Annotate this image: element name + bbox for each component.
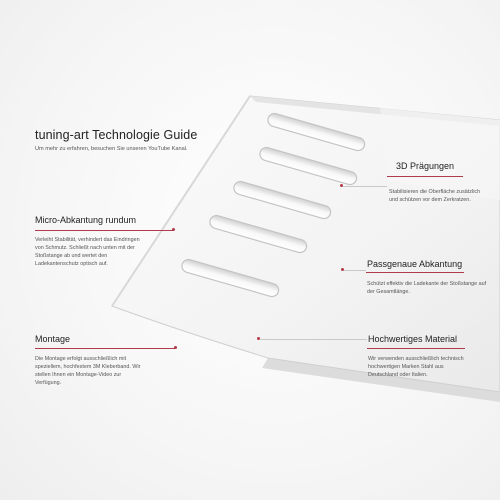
feature-abkantung-text bbox=[367, 280, 487, 296]
feature-montage bbox=[35, 334, 170, 344]
feature-montage-marker bbox=[174, 346, 177, 349]
feature-abkantung-marker bbox=[341, 268, 344, 271]
feature-praegungen-rule bbox=[387, 176, 463, 177]
feature-micro-abkantung bbox=[35, 215, 170, 225]
feature-micro-body: Verleiht Stabilität, verhindert das Eindringen von Schmutz. Schließt nach unten mit der Stoßstange ab und wertet den Ladekantenschutz optisch auf. bbox=[35, 237, 140, 267]
feature-praegungen-leader bbox=[343, 186, 387, 187]
feature-abkantung-rule bbox=[366, 272, 464, 273]
feature-micro-text bbox=[35, 236, 145, 268]
feature-abkantung-title: Passgenaue Abkantung bbox=[367, 259, 463, 269]
feature-passgenaue-abkantung bbox=[367, 259, 487, 269]
feature-praegungen-body: Stabilisieren die Oberfläche zusätzlich und schützen vor dem Zerkratzen. bbox=[389, 189, 481, 203]
feature-material-body: Wir verwenden ausschließlich technisch hochwertigen Marken Stahl aus Deutschland oder Italien. bbox=[368, 356, 464, 378]
feature-montage-body: Die Montage erfolgt ausschließlich mit speziellem, hochfestem 3M Kleberband. Wir stellen Ihnen ein Montage-Video zur Verfügung. bbox=[35, 356, 141, 386]
feature-abkantung-body: Schützt effektiv die Ladekante der Stoßstange auf der Gesamtlänge. bbox=[367, 281, 487, 295]
feature-micro-title: Micro-Abkantung rundum bbox=[35, 215, 137, 225]
feature-material-text bbox=[368, 355, 473, 379]
guide-title: tuning-art Technologie Guide bbox=[35, 128, 198, 142]
feature-material-rule bbox=[367, 348, 465, 349]
feature-abkantung-leader bbox=[344, 270, 366, 271]
feature-praegungen-title: 3D Prägungen bbox=[396, 161, 455, 171]
feature-praegungen-marker bbox=[340, 184, 343, 187]
feature-montage-title: Montage bbox=[35, 334, 71, 344]
feature-material-leader bbox=[260, 339, 367, 340]
feature-montage-text bbox=[35, 355, 147, 387]
feature-montage-rule bbox=[35, 348, 175, 349]
feature-3d-praegungen bbox=[396, 161, 486, 171]
feature-material-marker bbox=[257, 337, 260, 340]
feature-material-title: Hochwertiges Material bbox=[368, 334, 458, 344]
feature-micro-marker bbox=[172, 228, 175, 231]
feature-micro-rule bbox=[35, 230, 173, 231]
feature-hochwertiges-material bbox=[368, 334, 488, 344]
guide-subtitle: Um mehr zu erfahren, besuchen Sie unseren YouTube Kanal. bbox=[35, 146, 188, 152]
feature-praegungen-text bbox=[389, 188, 484, 204]
